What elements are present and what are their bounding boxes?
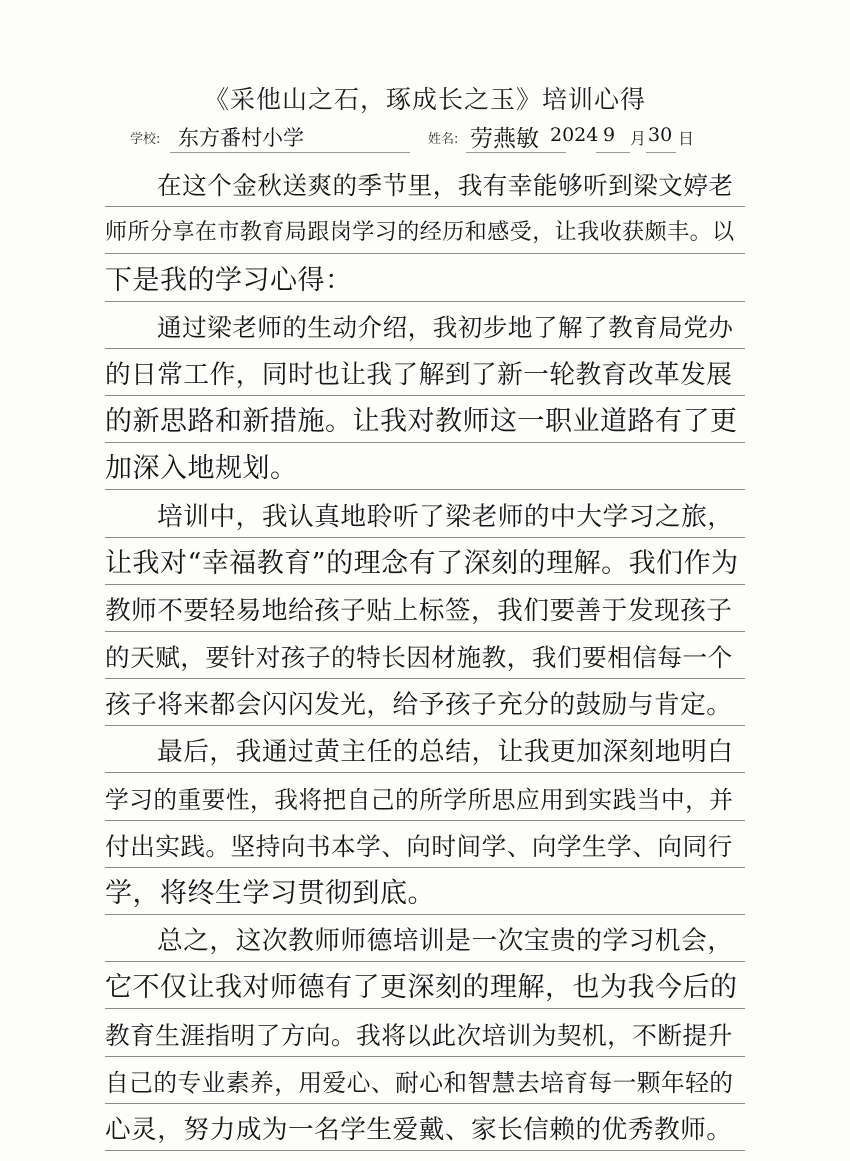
- school-label: 学校:: [130, 132, 161, 147]
- line-text: 它不仅让我对师德有了更深刻的理解，也为我今后的: [105, 972, 738, 1004]
- text-line: [105, 490, 745, 537]
- school-underline: [170, 152, 410, 153]
- ruled-text-body: [105, 160, 745, 1151]
- text-line: [105, 207, 745, 254]
- text-line: [105, 726, 745, 773]
- line-text: 学，将终生学习贯彻到底。: [105, 878, 435, 909]
- name-value: 劳燕敏: [470, 126, 539, 152]
- text-line: [105, 538, 745, 585]
- name-label: 姓名:: [428, 132, 459, 147]
- line-text: 培训中，我认真地聆听了梁老师的中大学习之旅，: [157, 501, 734, 532]
- name-underline: [466, 152, 566, 153]
- line-text: 教师不要轻易地给孩子贴上标签，我们要善于发现孩子: [105, 595, 733, 626]
- text-line: [105, 585, 745, 632]
- line-text: 最后，我通过黄主任的总结，让我更加深刻地明白: [157, 737, 734, 768]
- text-line: [105, 349, 745, 396]
- year-gap-underline: [596, 152, 630, 153]
- year-value: 2024: [550, 124, 599, 146]
- text-line: [105, 1104, 745, 1151]
- text-line: [105, 443, 745, 490]
- line-text: 下是我的学习心得：: [105, 264, 353, 296]
- line-text: 的天赋，要针对孩子的特长因材施教，我们要相信每一个: [105, 643, 733, 673]
- text-line: [105, 1009, 745, 1056]
- line-text: 加深入地规划。: [105, 453, 298, 485]
- text-line: [105, 868, 745, 915]
- line-text: 师所分享在市教育局跟岗学习的经历和感受，让我收获颇丰。以: [105, 220, 735, 246]
- text-line: [105, 254, 745, 301]
- line-text: 学习的重要性，我将把自己的所学所思应用到实践当中，并: [105, 785, 734, 814]
- text-line: [105, 773, 745, 820]
- line-text: 自己的专业素养，用爱心、耐心和智慧去培育每一颗年轻的: [105, 1068, 734, 1097]
- text-line: [105, 396, 745, 443]
- month-value: 9: [603, 124, 616, 146]
- day-value: 30: [648, 124, 673, 146]
- school-value: 东方番村小学: [178, 126, 304, 150]
- text-line: [105, 632, 745, 679]
- text-line: [105, 679, 745, 726]
- line-text: 总之，这次教师师德培训是一次宝贵的学习机会，: [157, 926, 734, 957]
- page-title: 《采他山之石，琢成长之玉》培训心得: [203, 85, 646, 114]
- line-text: 通过梁老师的生动介绍，我初步地了解了教育局党办: [157, 312, 734, 342]
- line-text: 教育生涯指明了方向。我将以此次培训为契机，不断提升: [105, 1020, 733, 1050]
- line-text: 的新思路和新措施。让我对教师这一职业道路有了更: [105, 406, 738, 438]
- day-underline: [646, 152, 676, 153]
- text-line: [105, 962, 745, 1009]
- day-unit: 日: [678, 129, 695, 148]
- text-line: [105, 1057, 745, 1104]
- text-line: [105, 821, 745, 868]
- text-line: [105, 160, 745, 207]
- line-text: 在这个金秋送爽的季节里，我有幸能够听到梁文婷老: [157, 171, 734, 201]
- header-row: [0, 122, 850, 158]
- line-text: 孩子将来都会闪闪发光，给予孩子充分的鼓励与肯定。: [105, 690, 733, 721]
- line-text: 的日常工作，同时也让我了解到了新一轮教育改革发展: [105, 359, 733, 390]
- line-text: 付出实践。坚持向书本学、向时间学、向学生学、向同行: [105, 831, 733, 861]
- line-text: 心灵，努力成为一名学生爱戴、家长信赖的优秀教师。: [105, 1114, 733, 1145]
- text-line: [105, 302, 745, 349]
- line-text: 让我对“幸福教育”的理念有了深刻的理解。我们作为: [105, 547, 739, 579]
- text-line: [105, 915, 745, 962]
- month-unit: 月: [630, 129, 647, 148]
